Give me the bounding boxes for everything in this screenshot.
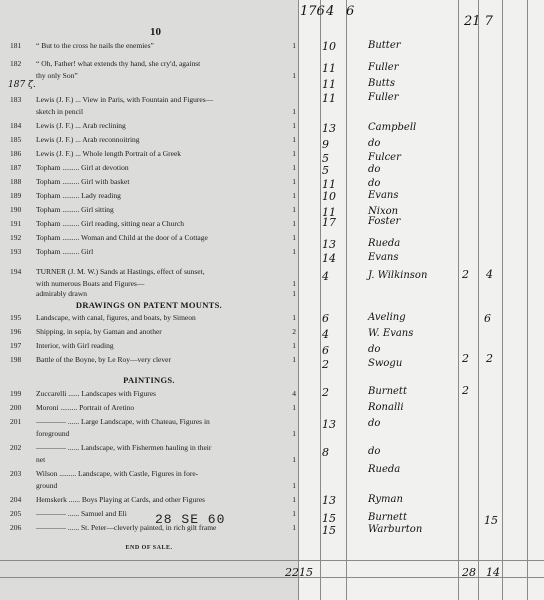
lot-quantity: 1 bbox=[292, 279, 296, 288]
lot-quantity: 1 bbox=[292, 355, 296, 364]
lot-row bbox=[0, 494, 298, 506]
buyer-name: Campbell bbox=[368, 122, 417, 133]
lot-row bbox=[0, 312, 298, 324]
bottom-total: 2215 bbox=[285, 566, 313, 579]
side-figure: 2 bbox=[462, 352, 469, 365]
lot-description: foreground bbox=[36, 429, 70, 438]
lot-row bbox=[0, 134, 298, 146]
side-figure: 2 bbox=[486, 352, 493, 365]
lot-number: 185 bbox=[10, 135, 22, 144]
lot-quantity: 1 bbox=[292, 429, 296, 438]
buyer-name: Warburton bbox=[368, 524, 423, 535]
lot-description: Lewis (J. F.) ... Arab reconnoitring bbox=[36, 135, 140, 144]
lot-row bbox=[0, 148, 298, 160]
price-entry: 11 bbox=[322, 206, 336, 219]
lot-quantity: 1 bbox=[292, 149, 296, 158]
buyer-name: do bbox=[368, 164, 381, 175]
buyer-name: Ryman bbox=[368, 494, 403, 505]
buyer-name: Ronalli bbox=[368, 402, 404, 413]
buyer-name: Fuller bbox=[368, 92, 399, 103]
buyer-name: do bbox=[368, 344, 381, 355]
buyer-name: Burnett bbox=[368, 386, 407, 397]
lot-number: 188 bbox=[10, 177, 22, 186]
lot-quantity: 1 bbox=[292, 233, 296, 242]
lot-description: sketch in pencil bbox=[36, 107, 84, 116]
lot-quantity: 2 bbox=[292, 327, 296, 336]
lot-description: TURNER (J. M. W.) Sands at Hastings, effect of sunset, bbox=[36, 267, 205, 276]
lot-row bbox=[0, 246, 298, 258]
price-entry: 11 bbox=[322, 78, 336, 91]
lot-row bbox=[0, 218, 298, 230]
lot-description: Topham ......... Girl with basket bbox=[36, 177, 130, 186]
price-entry: 6 bbox=[322, 344, 329, 357]
price-entry: 6 bbox=[322, 312, 329, 325]
lot-row bbox=[0, 428, 298, 440]
lot-quantity: 1 bbox=[292, 191, 296, 200]
lot-quantity: 1 bbox=[292, 41, 296, 50]
lot-description: Landscape, with canal, figures, and boats, by Simeon bbox=[36, 313, 196, 322]
page-number: 10 bbox=[150, 26, 161, 38]
price-entry: 11 bbox=[322, 62, 336, 75]
lot-row bbox=[0, 480, 298, 492]
price-entry: 10 bbox=[322, 190, 336, 203]
buyer-name: Burnett bbox=[368, 512, 407, 523]
lot-number: 189 bbox=[10, 191, 22, 200]
side-figure: 15 bbox=[484, 514, 498, 527]
lot-row bbox=[0, 232, 298, 244]
end-of-sale-label: END OF SALE. bbox=[125, 545, 173, 551]
price-entry: 5 bbox=[322, 164, 329, 177]
price-entry: 13 bbox=[322, 494, 336, 507]
lot-description: Wilson ......... Landscape, with Castle, Figures in fore- bbox=[36, 469, 199, 478]
side-figure: 2 bbox=[462, 268, 469, 281]
lot-number: 183 bbox=[10, 95, 22, 104]
lot-number: 196 bbox=[10, 327, 22, 336]
buyer-name: Swogu bbox=[368, 358, 403, 369]
lot-row bbox=[0, 288, 298, 300]
lot-number: 195 bbox=[10, 313, 22, 322]
lot-row bbox=[0, 326, 298, 338]
buyer-name: Rueda bbox=[368, 464, 401, 475]
lot-number: 202 bbox=[10, 443, 22, 452]
lot-description: admirably drawn bbox=[36, 289, 88, 298]
lot-description: Topham ......... Girl bbox=[36, 247, 94, 256]
lot-number: 197 bbox=[10, 341, 22, 350]
lot-quantity: 1 bbox=[292, 523, 296, 532]
top-total: 6 bbox=[346, 4, 355, 19]
price-entry: 11 bbox=[322, 178, 336, 191]
lot-description: Lewis (J. F.) ... Arab reclining bbox=[36, 121, 126, 130]
lot-row bbox=[0, 266, 298, 278]
lot-quantity: 1 bbox=[292, 107, 296, 116]
ledger-rule bbox=[298, 0, 299, 600]
lot-quantity: 1 bbox=[292, 247, 296, 256]
lot-row bbox=[0, 508, 298, 520]
price-entry: 2 bbox=[322, 386, 329, 399]
price-entry: 14 bbox=[322, 252, 336, 265]
lot-number: 192 bbox=[10, 233, 22, 242]
lot-number: 203 bbox=[10, 469, 22, 478]
bottom-right-total: 14 bbox=[486, 566, 500, 579]
lot-description: net bbox=[36, 455, 46, 464]
ledger-rule bbox=[346, 0, 347, 600]
buyer-name: Rueda bbox=[368, 238, 401, 249]
lot-row bbox=[0, 468, 298, 480]
price-entry: 13 bbox=[322, 418, 336, 431]
lot-quantity: 1 bbox=[292, 403, 296, 412]
lot-number: 204 bbox=[10, 495, 22, 504]
buyer-name: J. Wilkinson bbox=[368, 270, 428, 281]
price-entry: 5 bbox=[322, 152, 329, 165]
lot-description: ———— ...... Large Landscape, with Chateau, Figures in bbox=[36, 417, 210, 426]
lot-description: Topham ......... Lady reading bbox=[36, 191, 121, 200]
buyer-name: do bbox=[368, 446, 381, 457]
ledger-rule bbox=[478, 0, 479, 600]
buyer-name: Fuller bbox=[368, 62, 399, 73]
price-entry: 4 bbox=[322, 270, 329, 283]
price-entry: 13 bbox=[322, 238, 336, 251]
lot-quantity: 1 bbox=[292, 509, 296, 518]
lot-number: 182 bbox=[10, 59, 22, 68]
buyer-name: Butter bbox=[368, 40, 401, 51]
buyer-name: Aveling bbox=[368, 312, 406, 323]
lot-number: 190 bbox=[10, 205, 22, 214]
lot-description: Interior, with Girl reading bbox=[36, 341, 114, 350]
lot-number: 205 bbox=[10, 509, 22, 518]
lot-description: “ But to the cross he nails the enemies” bbox=[36, 41, 154, 50]
top-total: 176 bbox=[300, 4, 325, 19]
lot-quantity: 1 bbox=[292, 163, 296, 172]
lot-description: Lewis (J. F.) ... Whole length Portrait of a Greek bbox=[36, 149, 182, 158]
lot-number: 194 bbox=[10, 267, 22, 276]
buyer-name: do bbox=[368, 178, 381, 189]
lot-description: Battle of the Boyne, by Le Roy—very clever bbox=[36, 355, 171, 364]
lot-quantity: 1 bbox=[292, 313, 296, 322]
ledger-rule bbox=[458, 0, 459, 600]
buyer-name: W. Evans bbox=[368, 328, 414, 339]
side-figure: 2 bbox=[462, 384, 469, 397]
lot-row bbox=[0, 162, 298, 174]
lot-description: with numerous Boats and Figures— bbox=[36, 279, 145, 288]
lot-row bbox=[0, 354, 298, 366]
buyer-name: do bbox=[368, 418, 381, 429]
price-entry: 9 bbox=[322, 138, 329, 151]
lot-description: thy only Son” bbox=[36, 71, 78, 80]
lot-row bbox=[0, 522, 298, 534]
lot-number: 200 bbox=[10, 403, 22, 412]
lot-number: 181 bbox=[10, 41, 22, 50]
lot-number: 184 bbox=[10, 121, 22, 130]
lot-row bbox=[0, 70, 298, 82]
price-entry: 8 bbox=[322, 446, 329, 459]
lot-description: ———— ...... St. Peter—cleverly painted, in rich gilt frame bbox=[36, 523, 217, 532]
lot-description: Topham ......... Woman and Child at the door of a Cottage bbox=[36, 233, 208, 242]
price-entry: 4 bbox=[322, 328, 329, 341]
price-entry: 10 bbox=[322, 40, 336, 53]
buyer-name: Nixon bbox=[368, 206, 399, 217]
top-total: 4 bbox=[326, 4, 335, 19]
lot-row bbox=[0, 204, 298, 216]
lot-description: Zuccarelli ...... Landscapes with Figures bbox=[36, 389, 156, 398]
lot-description: ———— ...... Samuel and Eli bbox=[36, 509, 127, 518]
lot-quantity: 1 bbox=[292, 71, 296, 80]
top-right-total: 21 7 bbox=[464, 14, 493, 29]
lot-quantity: 1 bbox=[292, 289, 296, 298]
pencil-note: 187 ζ. bbox=[8, 80, 36, 90]
ledger-rule bbox=[502, 0, 503, 600]
lot-quantity: 1 bbox=[292, 135, 296, 144]
lot-description: Topham ......... Girl at devotion bbox=[36, 163, 129, 172]
lot-row bbox=[0, 340, 298, 352]
lot-quantity: 4 bbox=[292, 389, 296, 398]
lot-quantity: 1 bbox=[292, 177, 296, 186]
lot-description: ground bbox=[36, 481, 58, 490]
lot-number: 186 bbox=[10, 149, 22, 158]
lot-quantity: 1 bbox=[292, 481, 296, 490]
bottom-right-total: 28 bbox=[462, 566, 476, 579]
lot-description: Topham ......... Girl sitting bbox=[36, 205, 114, 214]
lot-row bbox=[0, 454, 298, 466]
ledger-rule bbox=[527, 0, 528, 600]
buyer-name: Evans bbox=[368, 252, 399, 263]
lot-quantity: 1 bbox=[292, 495, 296, 504]
lot-number: 201 bbox=[10, 417, 22, 426]
lot-row bbox=[0, 120, 298, 132]
lot-number: 193 bbox=[10, 247, 22, 256]
lot-number: 199 bbox=[10, 389, 22, 398]
lot-quantity: 1 bbox=[292, 205, 296, 214]
price-entry: 2 bbox=[322, 358, 329, 371]
lot-row bbox=[0, 58, 298, 70]
section-heading-paintings: PAINTINGS. bbox=[123, 375, 175, 385]
lot-row bbox=[0, 442, 298, 454]
lot-row bbox=[0, 190, 298, 202]
lot-number: 206 bbox=[10, 523, 22, 532]
lot-description: Lewis (J. F.) ... View in Paris, with Fountain and Figures— bbox=[36, 95, 214, 104]
lot-description: “ Oh, Father! what extends thy hand, she cry'd, against bbox=[36, 59, 201, 68]
lot-row bbox=[0, 402, 298, 414]
lot-row bbox=[0, 40, 298, 52]
lot-number: 187 bbox=[10, 163, 22, 172]
buyer-name: Butts bbox=[368, 78, 395, 89]
lot-row bbox=[0, 94, 298, 106]
lot-number: 191 bbox=[10, 219, 22, 228]
ledger-rule bbox=[0, 560, 544, 561]
lot-quantity: 1 bbox=[292, 341, 296, 350]
lot-quantity: 1 bbox=[292, 455, 296, 464]
section-heading-patent-mounts: DRAWINGS ON PATENT MOUNTS. bbox=[75, 300, 223, 310]
lot-row bbox=[0, 388, 298, 400]
buyer-name: Evans bbox=[368, 190, 399, 201]
price-entry: 13 bbox=[322, 122, 336, 135]
lot-description: Hemskerk ...... Boys Playing at Cards, and other Figures bbox=[36, 495, 205, 504]
price-entry: 15 bbox=[322, 524, 336, 537]
lot-description: Topham ......... Girl reading, sitting near a Church bbox=[36, 219, 184, 228]
lot-quantity: 1 bbox=[292, 219, 296, 228]
lot-quantity: 1 bbox=[292, 121, 296, 130]
lot-row bbox=[0, 416, 298, 428]
price-entry: 11 bbox=[322, 92, 336, 105]
price-entry: 17 bbox=[322, 216, 336, 229]
buyer-name: do bbox=[368, 138, 381, 149]
side-figure: 4 bbox=[486, 268, 493, 281]
price-entry: 15 bbox=[322, 512, 336, 525]
buyer-name: Foster bbox=[368, 216, 401, 227]
lot-row bbox=[0, 176, 298, 188]
buyer-name: Fulcer bbox=[368, 152, 401, 163]
ledger-rule bbox=[320, 0, 321, 600]
date-stamp: 28 SE 60 bbox=[155, 512, 226, 527]
lot-description: ———— ...... Landscape, with Fishermen hauling in their bbox=[36, 443, 212, 452]
lot-description: Shipping, in sepia, by Gaman and another bbox=[36, 327, 162, 336]
side-figure: 6 bbox=[484, 312, 491, 325]
lot-description: Moroni ......... Portrait of Aretino bbox=[36, 403, 135, 412]
lot-row bbox=[0, 106, 298, 118]
lot-number: 198 bbox=[10, 355, 22, 364]
